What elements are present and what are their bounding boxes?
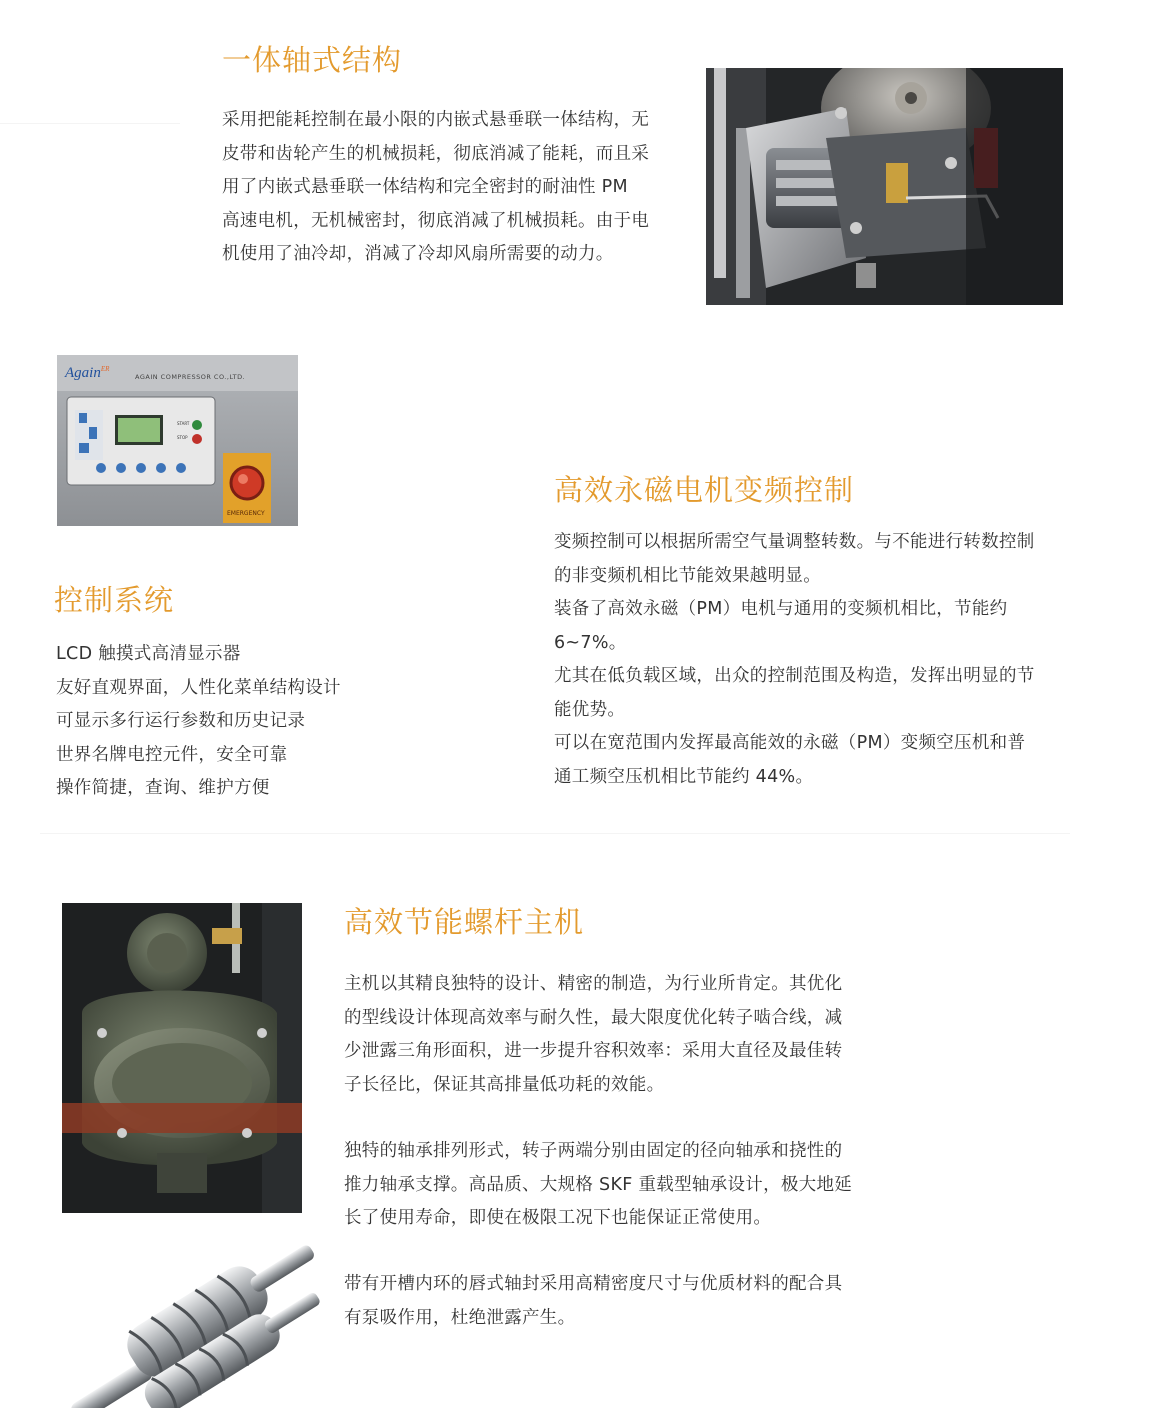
text-line: 用了内嵌式悬垂联一体结构和完全密封的耐油性 PM	[222, 177, 628, 197]
motor-assembly-photo-icon	[706, 68, 1063, 305]
text-line: 推力轴承支撑。高品质、大规格 SKF 重载型轴承设计，极大地延	[344, 1174, 853, 1195]
list-item: 可显示多行运行参数和历史记录	[56, 711, 306, 731]
section4-paragraph-1	[344, 968, 904, 1102]
text-line: 少泄露三角形面积，进一步提升容积效率：采用大直径及最佳转	[344, 1041, 843, 1061]
screw-rotors-icon	[52, 1240, 320, 1408]
panel-stop-label: STOP	[177, 435, 188, 440]
list-item: 操作简捷，查询、维护方便	[56, 778, 270, 798]
text-line: 变频控制可以根据所需空气量调整转数。与不能进行转数控制	[554, 532, 1035, 552]
panel-company: AGAIN COMPRESSOR CO.,LTD.	[135, 373, 246, 381]
text-line: 的型线设计体现高效率与耐久性，最大限度优化转子啮合线，减	[344, 1007, 843, 1028]
section4-paragraph-2	[344, 1135, 904, 1236]
panel-brand: Again$^{ER}$	[65, 365, 110, 381]
text-line: 采用把能耗控制在最小限的内嵌式悬垂联一体结构，无	[222, 110, 650, 130]
text-line: 子长径比，保证其高排量低功耗的效能。	[344, 1074, 665, 1095]
text-line: 带有开槽内环的唇式轴封采用高精密度尺寸与优质材料的配合具	[344, 1274, 843, 1294]
list-item: 友好直观界面，人性化菜单结构设计	[56, 677, 341, 698]
text-line: 机使用了油冷却，消减了冷却风扇所需要的动力。	[222, 244, 614, 264]
control-panel-image	[57, 355, 298, 526]
screw-airend-image	[62, 903, 302, 1213]
text-line: 长了使用寿命，即使在极限工况下也能保证正常使用。	[344, 1208, 772, 1228]
text-line: 独特的轴承排列形式，转子两端分别由固定的径向轴承和挠性的	[344, 1141, 843, 1161]
section1-paragraph	[222, 104, 692, 272]
divider	[0, 123, 180, 124]
divider	[40, 833, 1070, 834]
section-title-integrated-shaft: 一体轴式结构	[222, 43, 403, 77]
emergency-label: EMERGENCY	[227, 510, 265, 517]
airend-photo-icon	[62, 903, 302, 1213]
control-features-list	[56, 638, 386, 806]
text-line: 6~7%。	[554, 632, 627, 653]
section4-paragraph-3	[344, 1268, 904, 1335]
text-line: 的非变频机相比节能效果越明显。	[554, 565, 821, 586]
list-item: LCD 触摸式高清显示器	[56, 644, 241, 664]
text-line: 能优势。	[554, 699, 626, 720]
section-title-pm-inverter: 高效永磁电机变频控制	[554, 473, 855, 507]
text-line: 皮带和齿轮产生的机械损耗，彻底消减了能耗，而且采	[222, 143, 650, 164]
screw-rotors-image	[52, 1240, 320, 1408]
panel-brand-suffix: ER	[100, 365, 110, 373]
text-line: 高速电机，无机械密封，彻底消减了机械损耗。由于电	[222, 210, 650, 231]
text-line: 通工频空压机相比节能约 44%。	[554, 766, 814, 787]
text-line: 可以在宽范围内发挥最高能效的永磁（PM）变频空压机和普	[554, 733, 1026, 753]
section-title-screw-airend: 高效节能螺杆主机	[344, 905, 585, 939]
section3-paragraph	[554, 526, 1074, 794]
text-line: 主机以其精良独特的设计、精密的制造，为行业所肯定。其优化	[344, 974, 843, 994]
text-line: 有泵吸作用，杜绝泄露产生。	[344, 1307, 576, 1328]
list-item: 世界名牌电控元件，安全可靠	[56, 744, 288, 765]
motor-assembly-image	[706, 68, 1063, 305]
panel-start-label: START	[177, 421, 190, 426]
text-line: 装备了高效永磁（PM）电机与通用的变频机相比，节能约	[554, 599, 1008, 619]
section-title-control-system: 控制系统	[54, 583, 175, 617]
text-line: 尤其在低负载区域，出众的控制范围及构造，发挥出明显的节	[554, 666, 1035, 686]
